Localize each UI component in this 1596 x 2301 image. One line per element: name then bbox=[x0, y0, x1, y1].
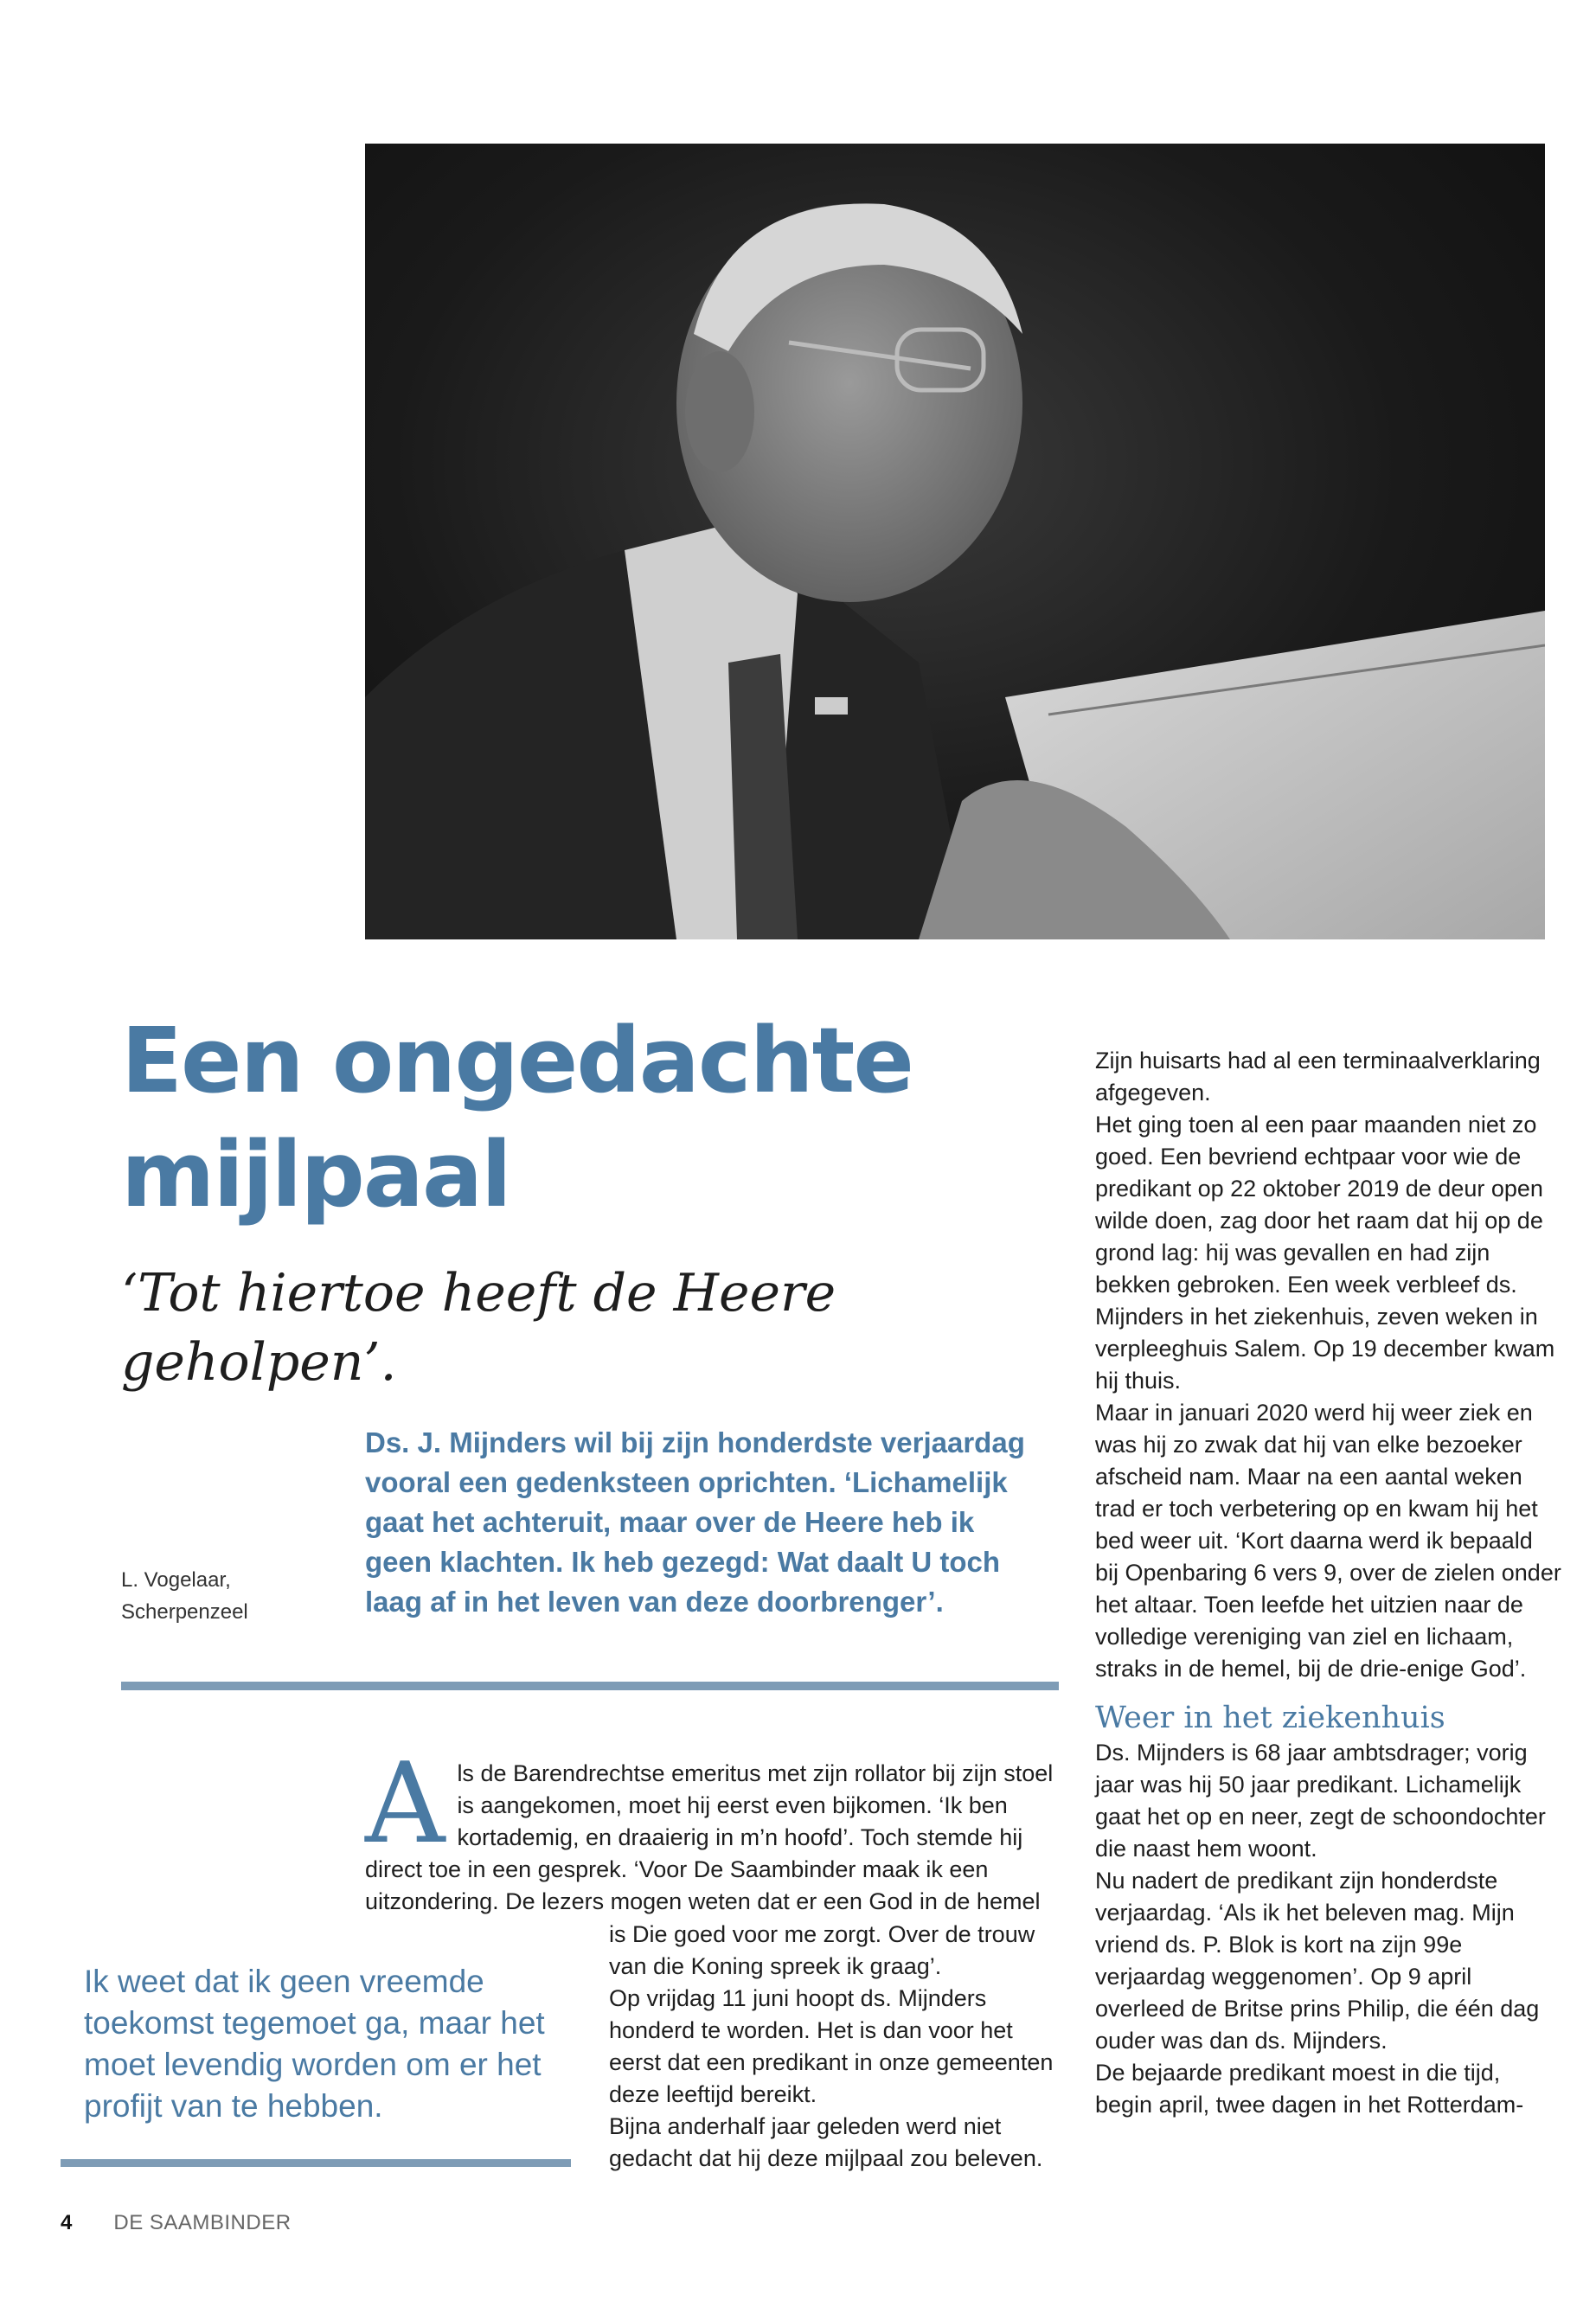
section-subheading: Weer in het ziekenhuis bbox=[1095, 1701, 1445, 1735]
page-footer bbox=[61, 2211, 292, 2235]
drop-cap: A bbox=[365, 1740, 445, 1868]
author-byline bbox=[121, 1564, 329, 1628]
body-paragraph: Maar in januari 2020 werd hij weer ziek en was hij zo zwak dat hij van elke bezoeker afscheid nam. Maar na een aantal weken trad er toch verbetering op en kwam hij het bed weer uit. ‘Kort daarna werd ik bepaald bij Openbaring 6 vers 9, over de zielen onder het altaar. Toen leefde het uitzien naar de volledige vereniging van ziel en lichaam, straks in de hemel, bij de drie-enige God’. bbox=[1095, 1400, 1561, 1682]
divider-rule bbox=[121, 1682, 1059, 1690]
body-paragraph: Op vrijdag 11 juni hoopt ds. Mijnders honderd te worden. Het is dan voor het eerst dat een predikant in onze gemeenten deze leeftijd bereikt. bbox=[609, 1985, 1054, 2107]
author-name: L. Vogelaar, bbox=[121, 1568, 231, 1592]
intro-paragraph: ls de Barendrechtse emeritus met zijn rollator bij zijn stoel is aangekomen, moet hij eerst even bijkomen. ‘Ik ben kortademig, en draaierig in m’n hoofd’. Toch stemde hij direct toe in een gesprek. ‘Voor De Saambinder maak ik een uitzondering. De lezers mogen weten dat er een God in de hemel bbox=[365, 1760, 1054, 1914]
middle-column bbox=[609, 1919, 1061, 2175]
body-paragraph: Nu nadert de predikant zijn honderdste verjaardag. ‘Als ik het beleven mag. Mijn vriend ds. P. Blok is kort na zijn 99e verjaardag weggenomen’. Op 9 april overleed de Britse prins Philip, die één dag ouder was dan ds. Mijnders. bbox=[1095, 1868, 1540, 2054]
intro-column bbox=[365, 1740, 1057, 1918]
body-paragraph: Ds. Mijnders is 68 jaar ambtsdrager; vorig jaar was hij 50 jaar predikant. Lichamelijk gaat het op en neer, zegt de schoondochter die naast hem woont. bbox=[1095, 1740, 1546, 1862]
pull-quote: Ik weet dat ik geen vreemde toekomst tegemoet ga, maar het moet levendig worden om er het profijt van te hebben. bbox=[84, 1964, 545, 2124]
publication-name: DE SAAMBINDER bbox=[113, 2211, 292, 2234]
pull-quote-rule bbox=[61, 2159, 571, 2167]
body-paragraph: Het ging toen al een paar maanden niet zo goed. Een bevriend echtpaar voor wie de predikant op 22 oktober 2019 de deur open wilde doen, zag door het raam dat hij op de grond lag: hij was gevallen en had zijn bekken gebroken. Een week verbleef ds. Mijnders in het ziekenhuis, zeven weken in verpleeghuis Salem. Op 19 december kwam hij thuis. bbox=[1095, 1112, 1555, 1394]
page-number: 4 bbox=[61, 2211, 73, 2234]
article-title: Een ongedachte mijlpaal bbox=[121, 1008, 913, 1227]
article-subtitle: ‘Tot hiertoe heeft de Heere geholpen’. bbox=[121, 1263, 836, 1393]
portrait-photo bbox=[365, 144, 1545, 939]
body-paragraph: Zijn huisarts had al een terminaalverklaring afgegeven. bbox=[1095, 1048, 1541, 1106]
portrait-illustration bbox=[365, 144, 1545, 939]
article-lead: Ds. J. Mijnders wil bij zijn honderdste verjaardag vooral een gedenksteen oprichten. ‘Lichamelijk gaat het achteruit, maar over de Heere heb ik geen klachten. Ik heb gezegd: Wat daalt U toch laag af in het leven van deze doorbrenger’. bbox=[365, 1426, 1025, 1618]
author-location: Scherpenzeel bbox=[121, 1600, 248, 1624]
body-paragraph: Bijna anderhalf jaar geleden werd niet gedacht dat hij deze mijlpaal zou beleven. bbox=[609, 2113, 1043, 2171]
body-paragraph: De bejaarde predikant moest in die tijd, begin april, twee dagen in het Rotterdam- bbox=[1095, 2060, 1524, 2118]
right-column bbox=[1095, 1045, 1562, 2121]
body-paragraph: is Die goed voor me zorgt. Over de trouw van die Koning spreek ik graag’. bbox=[609, 1921, 1035, 1979]
